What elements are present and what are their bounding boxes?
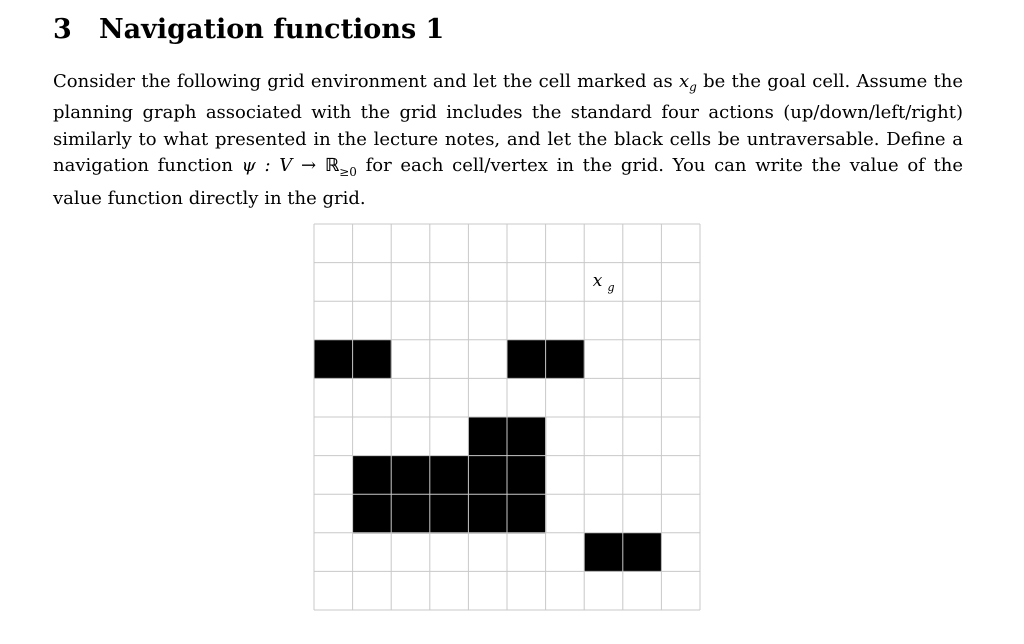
blocked-cell-r6-c2 [391,456,430,495]
blocked-cell-r3-c0 [314,340,353,379]
blocked-cell-r8-c7 [584,533,623,572]
blocked-cell-r7-c2 [391,494,430,533]
problem-paragraph [53,69,963,212]
reals-subscript: ≥0 [339,165,357,180]
blocked-cell-r6-c5 [507,456,546,495]
blocked-cell-r6-c4 [468,456,507,495]
grid-environment [310,220,710,620]
goal-symbol: x [679,71,690,92]
blocked-cell-r7-c5 [507,494,546,533]
paragraph-line-5: value function directly in the grid. [53,187,366,209]
paragraph-line-2: planning graph associated with the grid includes the standard four actions (up/down/left/right) [53,102,963,124]
blocked-cell-r8-c8 [623,533,662,572]
blocked-cell-r6-c3 [430,456,469,495]
reals-symbol: ℝ [324,155,340,177]
goal-cell-subscript: g [607,280,615,294]
paragraph-line-1: Consider the following grid environment and let the cell marked as $x_g$ be the goal cell. Assume the [53,71,963,94]
blocked-cell-r3-c6 [546,340,585,379]
blocked-cell-r6-c1 [353,456,392,495]
paragraph-line-3: similarly to what presented in the lecture notes, and let the black cells be untraversable. Define a [53,128,963,150]
goal-subscript: g [689,80,697,94]
section-heading [53,14,444,45]
blocked-cell-r5-c4 [468,417,507,456]
goal-cell-label: x [592,270,603,291]
blocked-cell-r7-c3 [430,494,469,533]
paragraph-line-4: navigation function ψ : V → ℝ$_{\ge 0}$ for each cell/vertex in the grid. You can write the value of the [53,155,963,180]
section-title: Navigation functions 1 [99,14,445,45]
blocked-cell-r3-c1 [353,340,392,379]
blocked-cell-r7-c4 [468,494,507,533]
section-number: 3 [53,14,72,45]
blocked-cell-r3-c5 [507,340,546,379]
blocked-cell-r7-c1 [353,494,392,533]
navigation-function-symbol: ψ : V → [241,155,325,177]
blocked-cell-r5-c5 [507,417,546,456]
